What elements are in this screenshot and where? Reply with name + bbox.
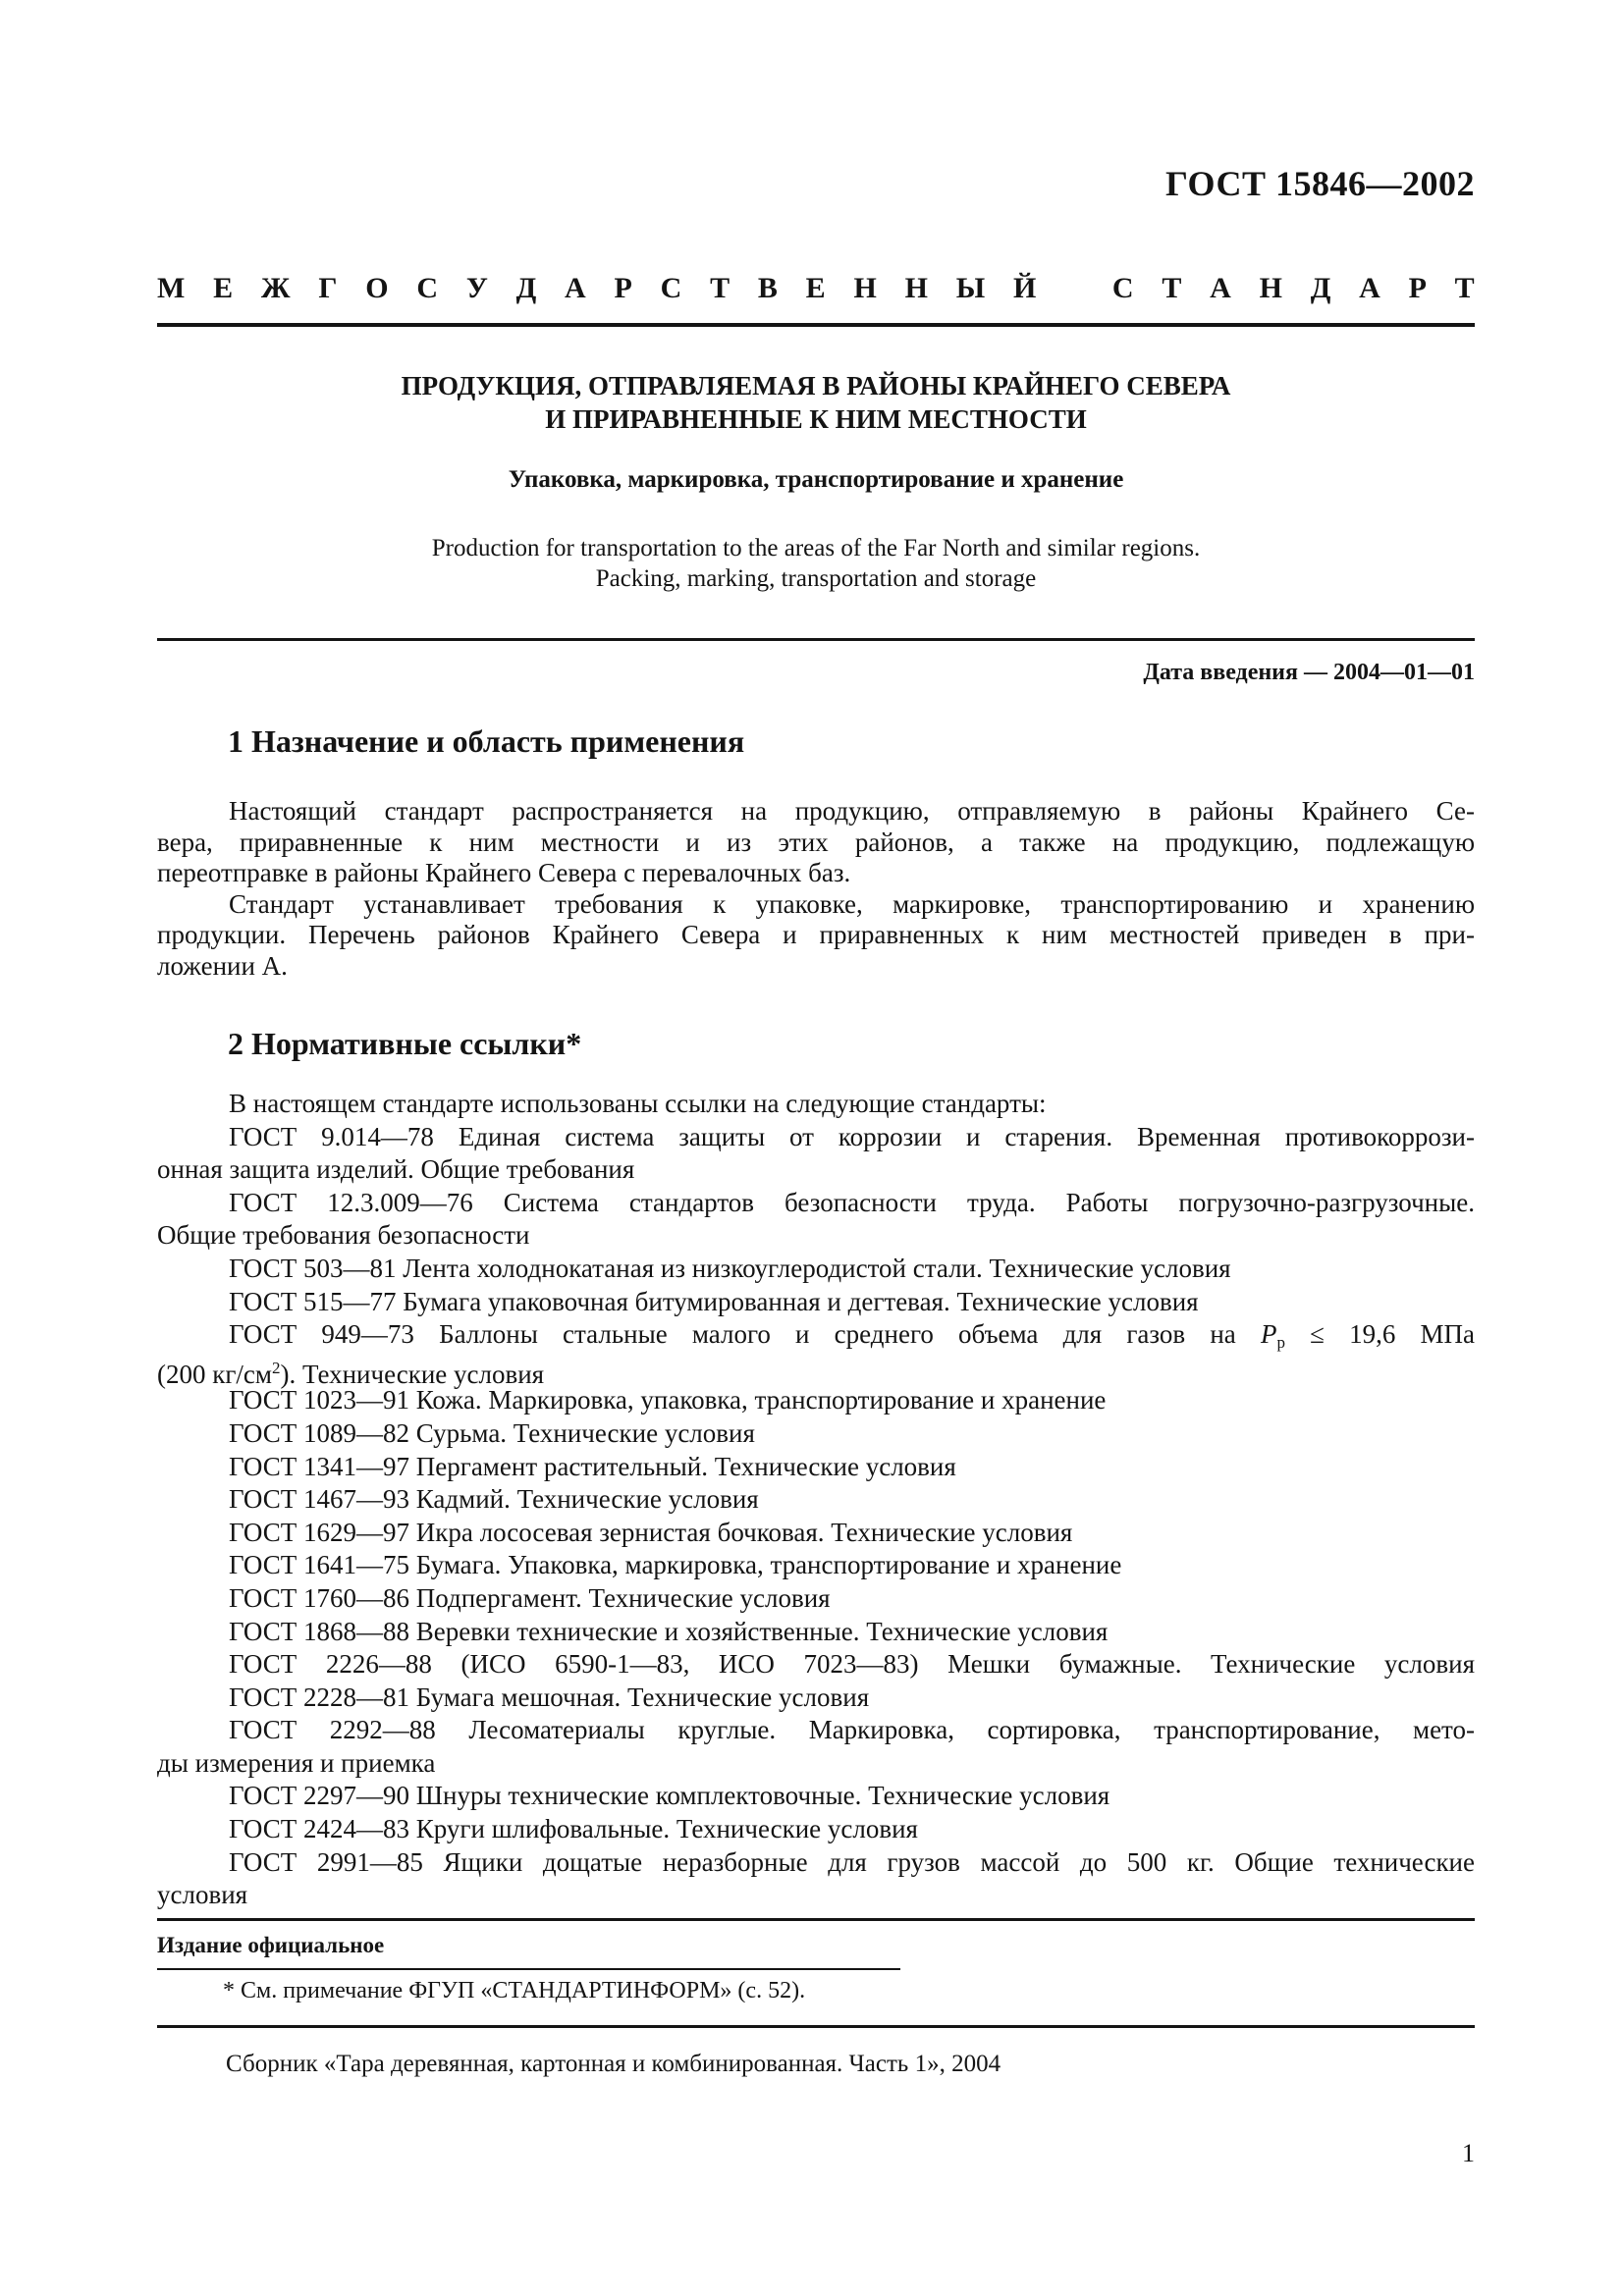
english-title-line-2: Packing, marking, transportation and storage [595, 565, 1037, 592]
references-list [157, 1088, 1475, 1912]
collection-title: Сборник «Тара деревянная, картонная и комбинированная. Часть 1», 2004 [226, 2051, 1001, 2077]
reference-line: ГОСТ 2226—88 (ИСО 6590-1—83, ИСО 7023—83) Мешки бумажные. Технические условия [229, 1649, 1475, 1680]
official-edition-label: Издание официальное [157, 1933, 385, 1957]
title-rule [157, 638, 1475, 641]
reference-line: ГОСТ 1341—97 Пергамент растительный. Технические условия [229, 1451, 956, 1481]
text-line: переотправке в районы Крайнего Севера с перевалочных баз. [157, 858, 851, 887]
reference-line-gost-949 [157, 1318, 1475, 1352]
title-line-1: ПРОДУКЦИЯ, ОТПРАВЛЯЕМАЯ В РАЙОНЫ КРАЙНЕГО СЕВЕРА [401, 371, 1231, 400]
banner-letter: А [1359, 272, 1380, 304]
header-rule [157, 323, 1475, 327]
text-line: ложении А. [157, 950, 288, 981]
text-line: вера, приравненные к ним местности и из этих районов, а также на продукцию, подлежащую [157, 827, 1475, 857]
pressure-value: ≤ 19,6 МПа [1310, 1319, 1476, 1350]
reference-line: ГОСТ 1089—82 Сурьма. Технические условия [229, 1417, 755, 1448]
page-number: 1 [1462, 2139, 1475, 2167]
banner-letter: М [157, 272, 186, 304]
subtitle: Упаковка, маркировка, транспортирование и хранение [508, 466, 1124, 493]
reference-line: ГОСТ 2424—83 Круги шлифовальные. Технические условия [229, 1814, 918, 1844]
reference-line: ГОСТ 1023—91 Кожа. Маркировка, упаковка, транспортирование и хранение [229, 1385, 1107, 1415]
reference-line: ГОСТ 1467—93 Кадмий. Технические условия [229, 1484, 759, 1515]
standard-number: ГОСТ 15846—2002 [1165, 164, 1475, 203]
reference-line: ГОСТ 1760—86 Подпергамент. Технические условия [229, 1582, 831, 1613]
footer-rule [157, 1918, 1475, 1921]
reference-line: ды измерения и приемка [157, 1747, 436, 1778]
word-gap [1064, 269, 1084, 308]
banner-letter: Р [1408, 272, 1427, 304]
banner-letter: А [1210, 272, 1231, 304]
reference-line: условия [157, 1880, 248, 1910]
banner-letter: Е [805, 272, 826, 304]
title-line-2: И ПРИРАВНЕННЫЕ К НИМ МЕСТНОСТИ [545, 404, 1087, 434]
banner-letter: С [660, 272, 682, 304]
pressure-symbol: $P_р$ [1260, 1319, 1285, 1353]
banner-letter: Т [710, 272, 730, 304]
reference-line: ГОСТ 12.3.009—76 Система стандартов безопасности труда. Работы погрузочно-разгрузочные. [229, 1187, 1475, 1217]
footnote: * См. примечание ФГУП «СТАНДАРТИНФОРМ» (с. 52). [223, 1978, 806, 2003]
introduction-date: Дата введения — 2004—01—01 [1143, 660, 1475, 685]
banner-letter: У [465, 272, 488, 304]
banner-letter: Й [1012, 272, 1037, 304]
section-2-heading: 2 Нормативные ссылки* [228, 1026, 582, 1061]
section-1-text [157, 796, 1475, 982]
banner-letter: Ы [955, 272, 986, 304]
reference-line: ГОСТ 2297—90 Шнуры технические комплектовочные. Технические условия [229, 1781, 1110, 1811]
banner-letter: Н [904, 272, 928, 304]
banner-letter: Е [213, 272, 234, 304]
banner-letter: Ж [260, 272, 291, 304]
reference-line: ГОСТ 1868—88 Веревки технические и хозяйственные. Технические условия [229, 1616, 1109, 1646]
banner-letter: Н [1259, 272, 1282, 304]
text-line: продукции. Перечень районов Крайнего Севера и приравненных к ним местностей приведен в при- [157, 920, 1475, 949]
banner-letter: С [1111, 272, 1134, 304]
reference-line: ГОСТ 2228—81 Бумага мешочная. Технические условия [229, 1682, 870, 1712]
english-title-line-1: Production for transportation to the areas of the Far North and similar regions. [431, 535, 1201, 561]
gost-949-text: ГОСТ 949—73 Баллоны стальные малого и среднего объема для газов на [229, 1319, 1236, 1350]
reference-line: онная защита изделий. Общие требования [157, 1154, 635, 1185]
reference-line: (200 $кг/см^2$). Технические условия [157, 1358, 545, 1389]
references-intro: В настоящем стандарте использованы ссылки на следующие стандарты: [229, 1089, 1047, 1118]
footnote-rule [157, 1968, 900, 1970]
banner-letter: С [416, 272, 439, 304]
reference-line: ГОСТ 515—77 Бумага упаковочная битумированная и дегтевая. Технические условия [229, 1286, 1199, 1316]
text-line: Стандарт устанавливает требования к упаковке, маркировке, транспортированию и хранению [229, 888, 1475, 919]
reference-line: ГОСТ 503—81 Лента холоднокатаная из низкоуглеродистой стали. Технические условия [229, 1253, 1231, 1283]
collection-rule [157, 2025, 1475, 2028]
reference-line: ГОСТ 1629—97 Икра лососевая зернистая бочковая. Технические условия [229, 1517, 1073, 1547]
banner-letter: Н [853, 272, 877, 304]
text-line: Настоящий стандарт распространяется на продукцию, отправляемую в районы Крайнего Се- [229, 796, 1475, 826]
banner-letter: Г [318, 272, 338, 304]
reference-line: ГОСТ 2292—88 Лесоматериалы круглые. Маркировка, сортировка, транспортирование, мето- [229, 1715, 1475, 1745]
banner-letter: Р [614, 272, 632, 304]
banner-letter: О [365, 272, 389, 304]
banner-letter: А [565, 272, 586, 304]
reference-line: Общие требования безопасности [157, 1220, 530, 1251]
reference-line: ГОСТ 2991—85 Ящики дощатые неразборные для грузов массой до 500 кг. Общие технические [229, 1846, 1475, 1877]
section-1-heading: 1 Назначение и область применения [228, 723, 745, 759]
reference-line: ГОСТ 1641—75 Бумага. Упаковка, маркировка, транспортирование и хранение [229, 1550, 1122, 1580]
reference-line: ГОСТ 9.014—78 Единая система защиты от коррозии и старения. Временная противокоррози- [229, 1121, 1475, 1151]
standard-type-banner [157, 269, 1475, 308]
banner-letter: Д [1310, 272, 1331, 304]
banner-letter: Д [515, 272, 537, 304]
banner-letter: В [757, 272, 778, 304]
banner-letter: Т [1454, 272, 1475, 304]
banner-letter: Т [1162, 272, 1182, 304]
